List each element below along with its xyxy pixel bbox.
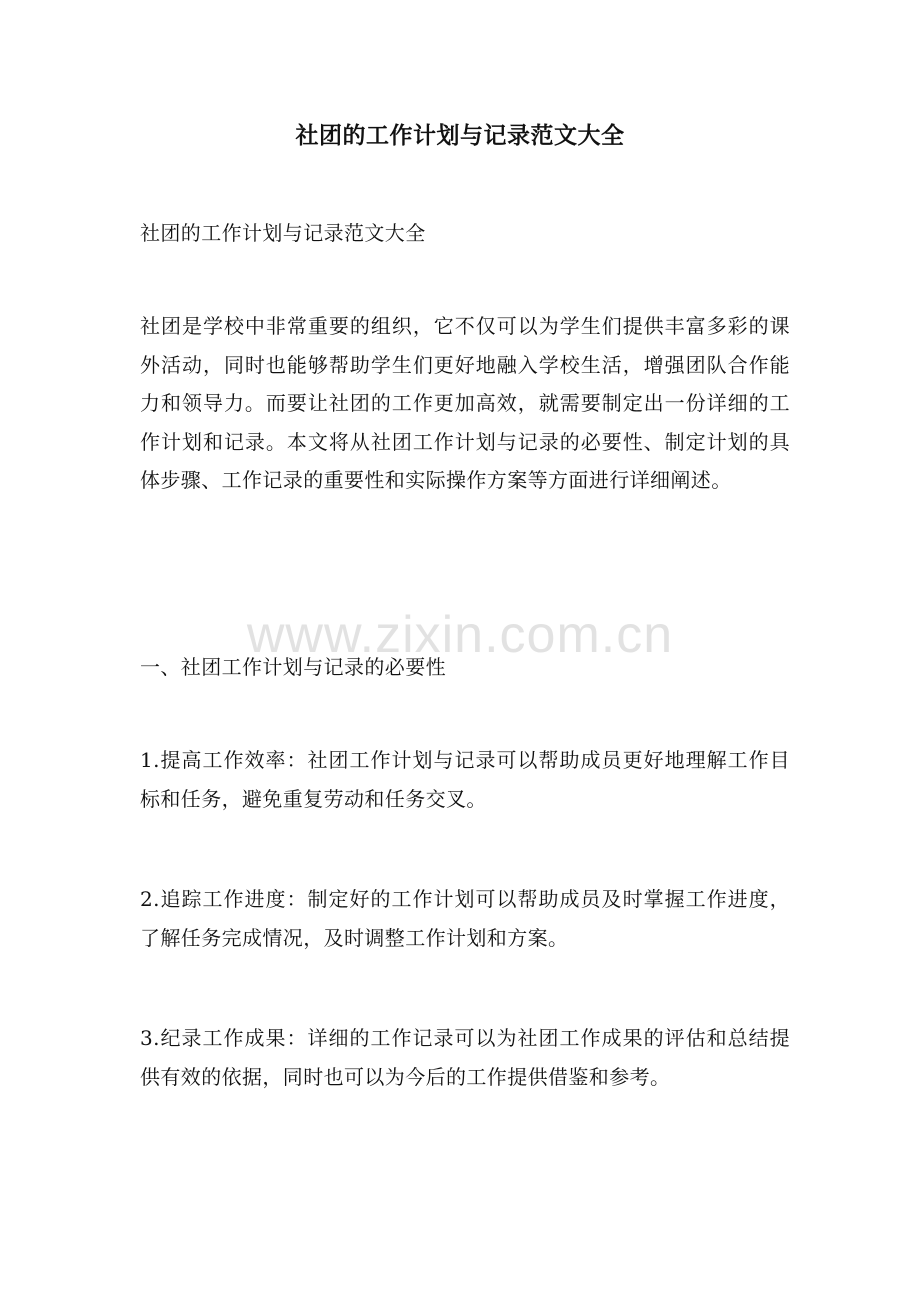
- list-item: 3.纪录工作成果：详细的工作记录可以为社团工作成果的评估和总结提供有效的依据，同时也可以为今后的工作提供借鉴和参考。: [140, 1026, 790, 1089]
- section-heading: 一、社团工作计划与记录的必要性: [140, 655, 446, 679]
- intro-paragraph: 社团是学校中非常重要的组织，它不仅可以为学生们提供丰富多彩的课外活动，同时也能够帮助学生们更好地融入学校生活，增强团队合作能力和领导力。而要让社团的工作更加高效，就需要制定出一份详细的工作计划和记录。本文将从社团工作计划与记录的必要性、制定计划的具体步骤、工作记录的重要性和实际操作方案等方面进行详细阐述。: [140, 314, 790, 492]
- list-item: 2.追踪工作进度：制定好的工作计划可以帮助成员及时掌握工作进度，了解任务完成情况，及时调整工作计划和方案。: [140, 887, 790, 950]
- document-title: 社团的工作计划与记录范文大全: [295, 122, 625, 149]
- list-item: 1.提高工作效率：社团工作计划与记录可以帮助成员更好地理解工作目标和任务，避免重复劳动和任务交叉。: [140, 748, 790, 811]
- watermark: www.zixin.com.cn: [246, 606, 674, 664]
- document-subtitle: 社团的工作计划与记录范文大全: [140, 221, 426, 245]
